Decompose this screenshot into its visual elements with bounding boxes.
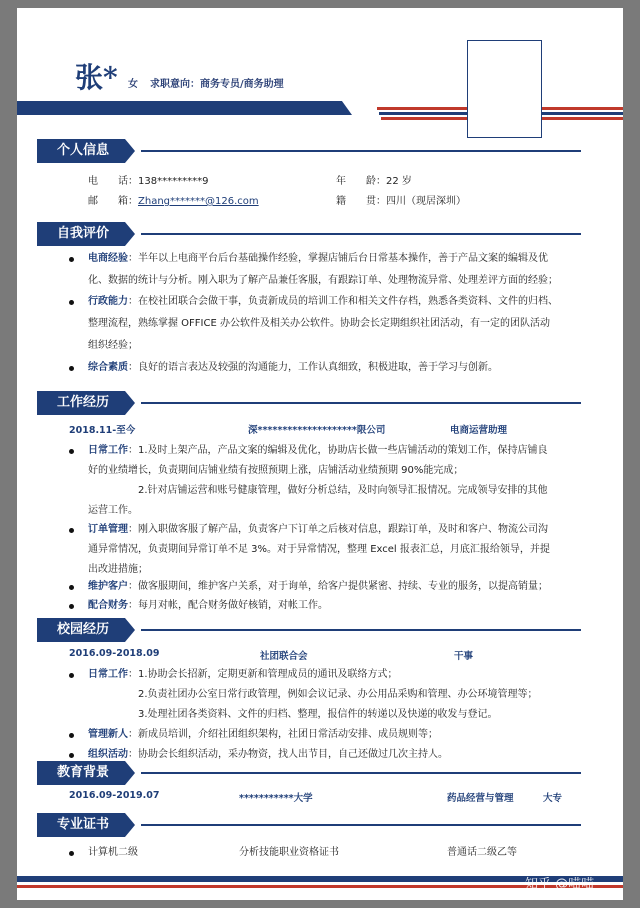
list-item-cont: 2.负责社团办公室日常行政管理，例如会议记录、办公用品采购和管理、办公环境管理等； bbox=[138, 689, 538, 700]
section-title-campus: 校园经历 bbox=[37, 618, 125, 642]
candidate-name: 张* bbox=[75, 61, 118, 94]
section-title-edu: 教育背景 bbox=[37, 761, 125, 785]
bullet bbox=[69, 300, 74, 305]
section-rule bbox=[141, 629, 581, 631]
bullet bbox=[69, 851, 74, 856]
list-item-cont: 2.针对店铺运营和账号健康管理，做好分析总结，及时向领导汇报情况。完成领导安排的其他 bbox=[138, 485, 548, 496]
section-arrow bbox=[125, 618, 135, 642]
job-intent: 求职意向：商务专员/商务助理 bbox=[150, 79, 284, 90]
list-item-cont: 整理流程，熟练掌握 OFFICE 办公软件及相关办公软件。协助会长定期组织社团活动，有一定的团队活动 bbox=[88, 318, 550, 329]
list-item-cont: 好的业绩增长，负责期间店铺业绩有按照预期上涨，店铺活动业绩预期 90%能完成； bbox=[88, 465, 464, 476]
section-rule bbox=[141, 233, 581, 235]
phone-label: 电 话： bbox=[88, 176, 138, 187]
section-title-self: 自我评价 bbox=[37, 222, 125, 246]
list-item: 订单管理：刚入职做客服了解产品，负责客户下订单之后核对信息，跟踪订单，及时和客户、物流公司沟 bbox=[88, 524, 548, 535]
list-item: 配合财务：每月对帐，配合财务做好核销，对帐工作。 bbox=[88, 600, 328, 611]
list-item-cont: 3.处理社团各类资料、文件的归档、整理，报信件的转递以及快递的收发与登记。 bbox=[138, 709, 498, 720]
list-item: 电商经验：半年以上电商平台后台基础操作经验，掌握店铺后台日常基本操作，善于产品文案的编辑及优 bbox=[88, 253, 548, 264]
work-date: 2018.11-至今 bbox=[69, 425, 136, 436]
email-link[interactable]: Zhang*******@126.com bbox=[138, 196, 259, 207]
edu-school: ***********大学 bbox=[239, 793, 313, 804]
section-rule bbox=[141, 824, 581, 826]
list-item: 综合素质：良好的语言表达及较强的沟通能力，工作认真细致，积极进取，善于学习与创新。 bbox=[88, 362, 498, 373]
section-arrow bbox=[125, 139, 135, 163]
bullet bbox=[69, 366, 74, 371]
campus-date: 2016.09-2018.09 bbox=[69, 648, 160, 659]
work-title: 电商运营助理 bbox=[450, 425, 508, 436]
edu-major: 药品经营与管理 bbox=[447, 793, 514, 804]
bullet bbox=[69, 528, 74, 533]
bullet bbox=[69, 585, 74, 590]
header-navy-band bbox=[17, 101, 352, 115]
section-title-cert: 专业证书 bbox=[37, 813, 125, 837]
campus-org: 社团联合会 bbox=[260, 651, 308, 662]
section-rule bbox=[141, 150, 581, 152]
section-arrow bbox=[125, 813, 135, 837]
list-item: 维护客户：做客服期间，维护客户关系，对于询单，给客户提供紧密、持续、专业的服务，以提高销量； bbox=[88, 581, 548, 592]
list-item-cont: 通异常情况，负责期间异常订单不足 3%。对于异常情况，整理 Excel 报表汇总，月底汇报给领导，并提 bbox=[88, 544, 550, 555]
list-item: 日常工作：1.协助会长招新，定期更新和管理成员的通讯及联络方式； bbox=[88, 669, 398, 680]
edu-degree: 大专 bbox=[543, 793, 563, 804]
list-item: 管理新人：新成员培训，介绍社团组织架构，社团日常活动安排、成员规则等； bbox=[88, 729, 438, 740]
list-item: 日常工作：1.及时上架产品，产品文案的编辑及优化，协助店长做一些店铺活动的策划工作，保持店铺良 bbox=[88, 445, 548, 456]
section-rule bbox=[141, 402, 581, 404]
list-item-cont: 出改进措施； bbox=[88, 564, 148, 575]
campus-title: 干事 bbox=[454, 651, 474, 662]
section-title-info: 个人信息 bbox=[37, 139, 125, 163]
section-title-work: 工作经历 bbox=[37, 391, 125, 415]
gender: 女 bbox=[128, 79, 138, 90]
section-rule bbox=[141, 772, 581, 774]
list-item: 组织活动：协助会长组织活动，采办物资，找人出节目，自己还做过几次主持人。 bbox=[88, 749, 448, 760]
bullet bbox=[69, 449, 74, 454]
section-arrow bbox=[125, 761, 135, 785]
resume-page bbox=[17, 8, 623, 900]
photo-placeholder bbox=[467, 40, 542, 138]
origin-label: 籍 贯： bbox=[336, 196, 386, 207]
cert-1: 计算机二级 bbox=[88, 847, 138, 858]
bullet bbox=[69, 753, 74, 758]
bullet bbox=[69, 257, 74, 262]
watermark: 知乎 @喵喵 bbox=[525, 877, 595, 892]
bullet bbox=[69, 733, 74, 738]
list-item-cont: 运营工作。 bbox=[88, 505, 138, 516]
section-arrow bbox=[125, 391, 135, 415]
list-item-cont: 化、数据的统计与分析。刚入职为了解产品兼任客服，有跟踪订单、处理物流异常、处理差评方面的经验； bbox=[88, 275, 558, 286]
age-value: 22 岁 bbox=[386, 176, 412, 187]
list-item: 行政能力：在校社团联合会做干事，负责新成员的培训工作和相关文件存档，熟悉各类资料、文件的归档、 bbox=[88, 296, 558, 307]
origin-value: 四川（现居深圳） bbox=[386, 196, 466, 207]
bullet bbox=[69, 673, 74, 678]
work-company: 深********************限公司 bbox=[248, 425, 386, 436]
phone-value: 138*********9 bbox=[138, 176, 209, 187]
age-label: 年 龄： bbox=[336, 176, 386, 187]
cert-3: 普通话二级乙等 bbox=[447, 847, 517, 858]
edu-date: 2016.09-2019.07 bbox=[69, 790, 160, 801]
cert-2: 分析技能职业资格证书 bbox=[239, 847, 339, 858]
section-arrow bbox=[125, 222, 135, 246]
list-item-cont: 组织经验； bbox=[88, 340, 138, 351]
email-label: 邮 箱： bbox=[88, 196, 138, 207]
bullet bbox=[69, 604, 74, 609]
